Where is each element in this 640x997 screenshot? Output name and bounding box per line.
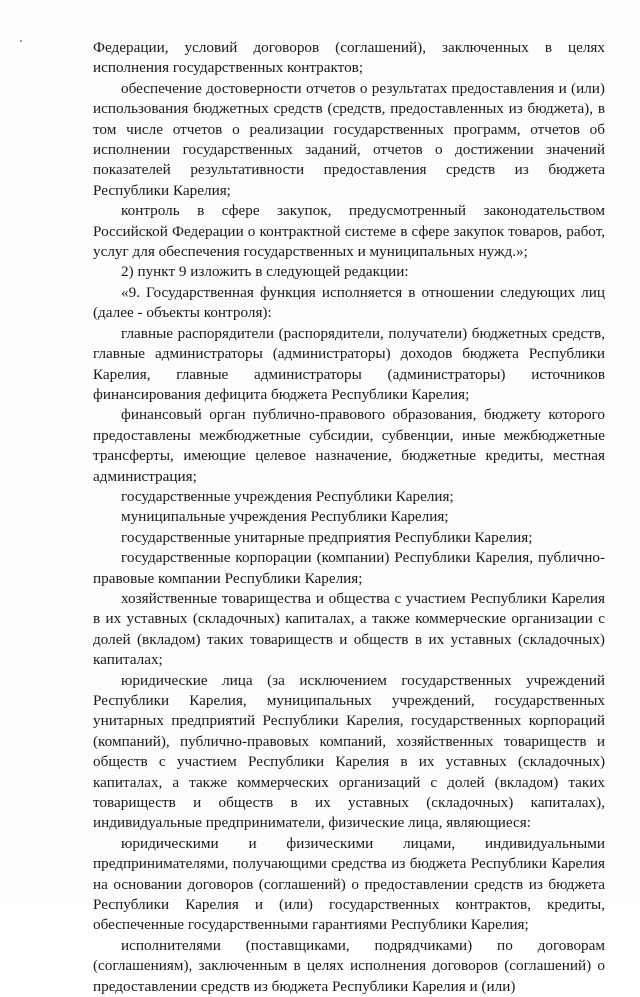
paragraph-financial-body: финансовый орган публично-правового образования, бюджету которого предоставлены межбюджетные субсидии, субвенции, иные межбюджетные трансферты, имеющие целевое назначение, бюджетные кредиты, местная администрация; <box>93 406 605 485</box>
paragraph-contractors: исполнителями (поставщиками, подрядчиками) по договорам (соглашениям), заключенным в целях исполнения договоров (соглашений) о предоставлении средств из бюджета Республики Карелия и (или) <box>93 936 605 995</box>
paragraph-state-institutions: государственные учреждения Республики Карелия; <box>121 487 454 505</box>
paragraph-reports-reliability: обеспечение достоверности отчетов о результатах предоставления и (или) использования бюджетных средств (средств, предоставленных из бюджета), в том числе отчетов о реализации государственных программ, отчетов об исполнении государственных заданий, отчетов о достижении значений показателей результативности предоставления средств из бюджета Республики Карелия; <box>93 79 605 199</box>
paragraph-municipal-institutions: муниципальные учреждения Республики Карелия; <box>121 508 449 526</box>
paragraph-state-corporations: государственные корпорации (компании) Республики Карелия, публично-правовые компании Республики Карелия; <box>93 549 605 587</box>
paragraph-business-partnerships: хозяйственные товарищества и общества с участием Республики Карелия в их уставных (складочных) капиталах, а также коммерческие организации с долей (вкладом) таких товариществ и обществ в их уставных (складочных) капиталах; <box>93 589 605 669</box>
paragraph-budget-managers: главные распорядители (распорядители, получатели) бюджетных средств, главные администраторы (администраторы) доходов бюджета Республики Карелия, главные администраторы (администраторы) источников финансирования дефицита бюджета Республики Карелия; <box>93 324 605 403</box>
paragraph-recipients: юридическими и физическими лицами, индивидуальными предпринимателями, получающими средства из бюджета Республики Карелия на основании договоров (соглашений) о предоставлении средств из бюджета Республики Карелия и (или) государственных контрактов, кредиты, обеспеченные государственными гарантиями Республики Карелия; <box>93 834 605 934</box>
document-body <box>93 38 605 997</box>
scan-speck <box>20 40 22 42</box>
paragraph-item-9: «9. Государственная функция исполняется в отношении следующих лиц (далее - объекты контроля): <box>93 283 605 322</box>
paragraph-legal-entities: юридические лица (за исключением государственных учреждений Республики Карелия, муниципальных учреждений, государственных унитарных предприятий Республики Карелия, государственных корпораций (компаний), публично-правовых компаний, хозяйственных товариществ и обществ с участием Республики Карелия в их уставных (складочных) капиталах, а также коммерческих организаций с долей (вкладом) таких товариществ и обществ в их уставных (складочных) капиталах), индивидуальные предприниматели, физические лица, являющиеся: <box>93 671 605 832</box>
paragraph-unitary-enterprises: государственные унитарные предприятия Республики Карелия; <box>121 528 533 546</box>
paragraph-procurement-control: контроль в сфере закупок, предусмотренный законодательством Российской Федерации о контрактной системе в сфере закупок товаров, работ, услуг для обеспечения государственных и муниципальных нужд.»; <box>93 202 605 261</box>
paragraph-item-2: 2) пункт 9 изложить в следующей редакции: <box>121 263 409 281</box>
paragraph-continuation: Федерации, условий договоров (соглашений), заключенных в целях исполнения государственных контрактов; <box>93 39 605 77</box>
